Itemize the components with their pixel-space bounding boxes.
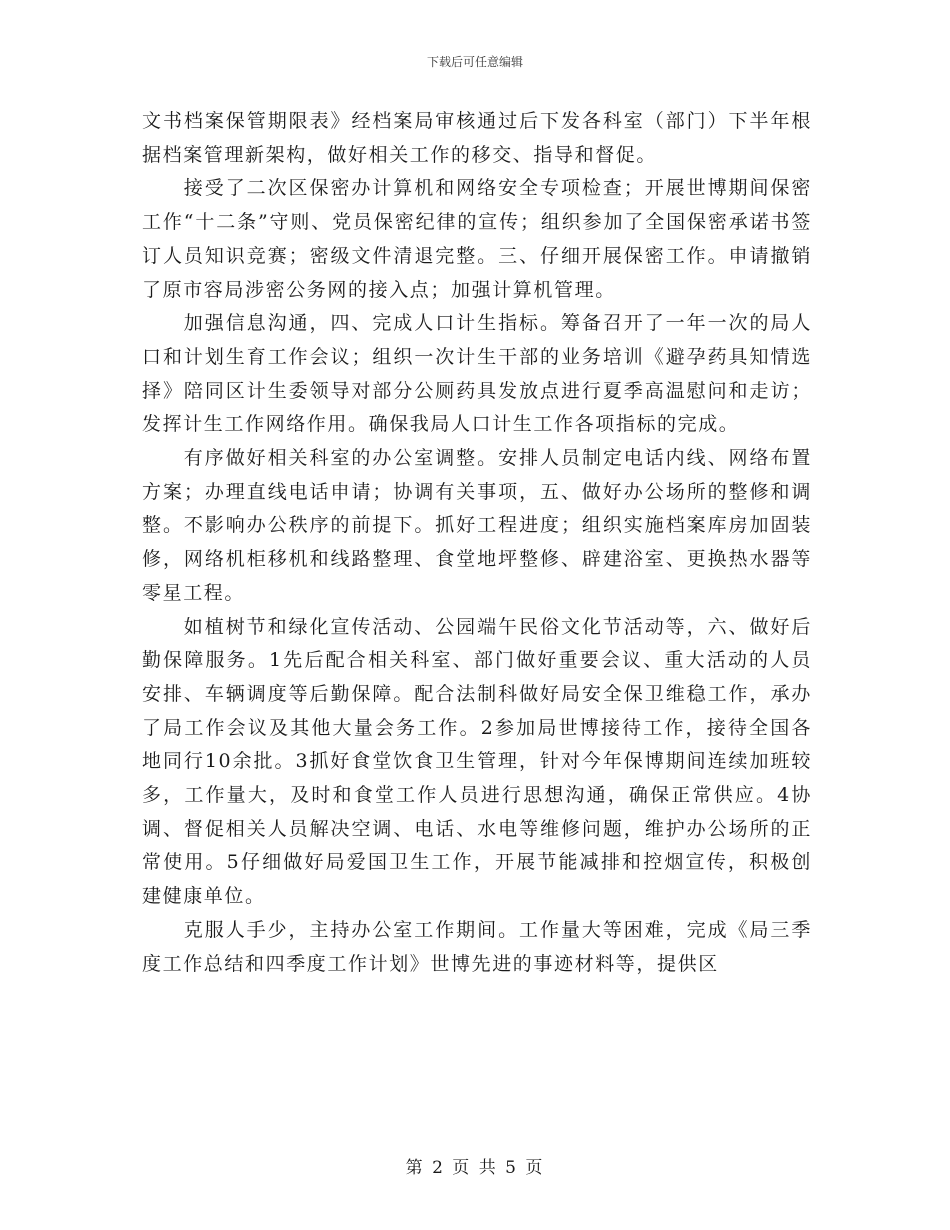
page-number-footer: 第 2 页 共 5 页 [405, 1158, 545, 1178]
document-body [142, 105, 812, 981]
paragraph-5: 如植树节和绿化宣传活动、公园端午民俗文化节活动等，六、做好后勤保障服务。1先后配合相关科室、部门做好重要会议、重大活动的人员安排、车辆调度等后勤保障。配合法制科做好局安全保卫维稳工作，承办了局工作会议及其他大量会务工作。2参加局世博接待工作，接待全国各地同行10余批。3抓好食堂饮食卫生管理，针对今年保博期间连续加班较多，工作量大，及时和食堂工作人员进行思想沟通，确保正常供应。4协调、督促相关人员解决空调、电话、水电等维修问题，维护办公场所的正常使用。5仔细做好局爱国卫生工作，开展节能减排和控烟宣传，积极创建健康单位。 [142, 615, 812, 908]
paragraph-4: 有序做好相关科室的办公室调整。安排人员制定电话内线、网络布置方案；办理直线电话申请；协调有关事项，五、做好办公场所的整修和调整。不影响办公秩序的前提下。抓好工程进度；组织实施档案库房加固装修，网络机柜移机和线路整理、食堂地坪整修、辟建浴室、更换热水器等零星工程。 [142, 447, 812, 604]
paragraph-3: 加强信息沟通，四、完成人口计生指标。筹备召开了一年一次的局人口和计划生育工作会议；组织一次计生干部的业务培训《避孕药具知情选择》陪同区计生委领导对部分公厕药具发放点进行夏季高温慰问和走访；发挥计生工作网络作用。确保我局人口计生工作各项指标的完成。 [142, 312, 812, 436]
paragraph-1: 文书档案保管期限表》经档案局审核通过后下发各科室（部门）下半年根据档案管理新架构，做好相关工作的移交、指导和督促。 [142, 110, 812, 166]
paragraph-2: 接受了二次区保密办计算机和网络安全专项检查；开展世博期间保密工作“十二条”守则、党员保密纪律的宣传；组织参加了全国保密承诺书签订人员知识竞赛；密级文件清退完整。三、仔细开展保密工作。申请撤销了原市容局涉密公务网的接入点；加强计算机管理。 [142, 177, 812, 301]
paragraph-6: 克服人手少，主持办公室工作期间。工作量大等困难，完成《局三季度工作总结和四季度工作计划》世博先进的事迹材料等，提供区 [142, 918, 812, 975]
page-header-note: 下载后可任意编辑 [426, 55, 523, 69]
